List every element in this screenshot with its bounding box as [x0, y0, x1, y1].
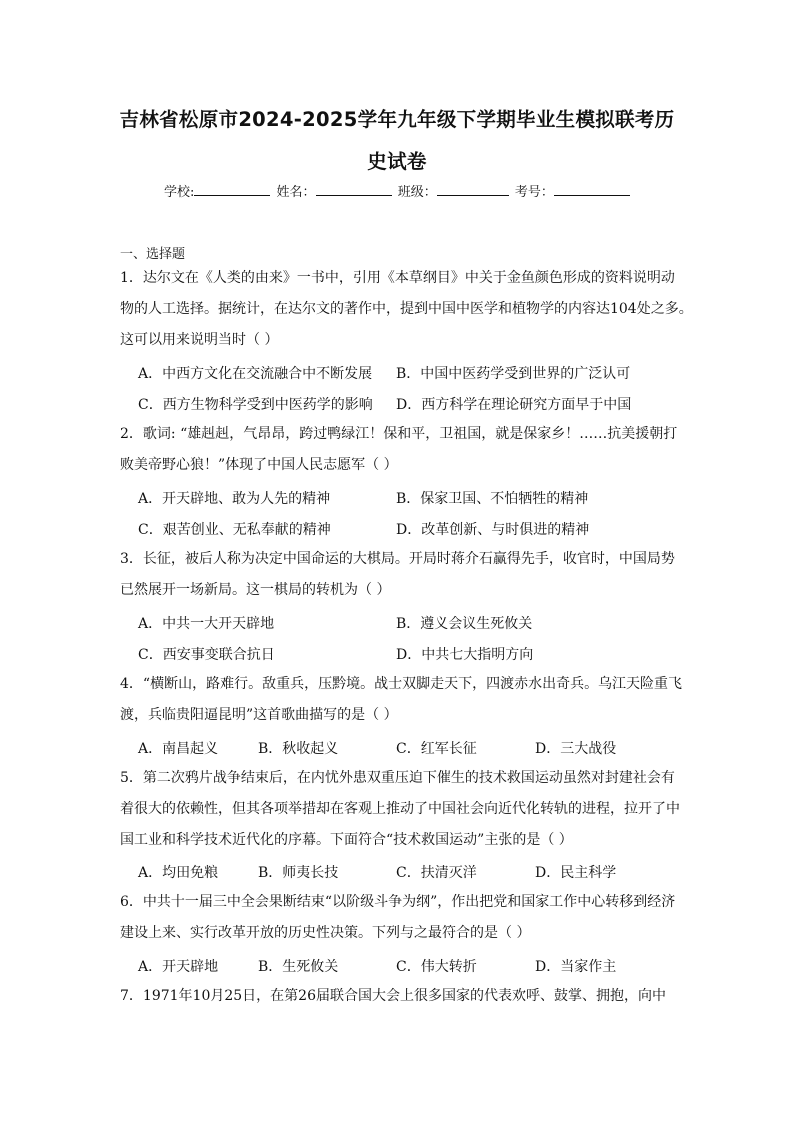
option-b[interactable]: B．师夷长技	[258, 865, 339, 881]
option-b[interactable]: B．中国中医药学受到世界的广泛认可	[396, 366, 631, 382]
option-c[interactable]: C．红军长征	[396, 741, 477, 757]
question-line: 建设上来、实行改革开放的历史性决策。下列与之最符合的是（ ）	[120, 925, 531, 941]
option-c[interactable]: C．艰苦创业、无私奉献的精神	[138, 522, 331, 538]
school-blank[interactable]	[194, 182, 270, 196]
question-line: 已然展开一场新局。这一棋局的转机为（ ）	[120, 582, 391, 598]
school-label: 学校:	[164, 185, 195, 200]
question-1	[120, 263, 693, 356]
question-line: 1．达尔文在《人类的由来》一书中，引用《本草纲目》中关于金鱼颜色形成的资料说明动	[120, 270, 675, 286]
question-line: 6．中共十一届三中全会果断结束“以阶级斗争为纲”，作出把党和国家工作中心转移到经济	[120, 894, 676, 910]
question-line: 着很大的依赖性，但其各项举措却在客观上推动了中国社会向近代化转轨的进程，拉开了中	[120, 801, 680, 817]
class-label: 班级：	[397, 185, 437, 200]
option-a[interactable]: A．开天辟地、敢为人先的精神	[138, 491, 331, 507]
option-b[interactable]: B．遵义会议生死攸关	[396, 616, 533, 632]
question-5	[120, 763, 680, 856]
exam-title-line-2: 史试卷	[367, 150, 427, 173]
question-4	[120, 669, 683, 731]
question-line: 7．1971年10月25日，在第26届联合国大会上很多国家的代表欢呼、鼓掌、拥抱，向中	[120, 988, 666, 1004]
question-7	[120, 981, 680, 1012]
option-a[interactable]: A．开天辟地	[138, 959, 219, 975]
option-b[interactable]: B．生死攸关	[258, 959, 339, 975]
option-b[interactable]: B．秋收起义	[258, 741, 339, 757]
question-line: 4．“横断山，路难行。敌重兵，压黔境。战士双脚走天下，四渡赤水出奇兵。乌江天险重飞	[120, 676, 683, 692]
question-line: 5．第二次鸦片战争结束后，在内忧外患双重压迫下催生的技术救国运动虽然对封建社会有	[120, 770, 675, 786]
exam-title-line-1: 吉林省松原市2024-2025学年九年级下学期毕业生模拟联考历	[119, 108, 675, 131]
option-d[interactable]: D．改革创新、与时俱进的精神	[396, 522, 590, 538]
option-a[interactable]: A．中西方文化在交流融合中不断发展	[138, 366, 373, 382]
question-line: 3．长征，被后人称为决定中国命运的大棋局。开局时蒋介石赢得先手，收官时，中国局势	[120, 551, 675, 567]
option-a[interactable]: A．中共一大开天辟地	[138, 616, 275, 632]
question-line: 败美帝野心狼！”体现了中国人民志愿军（ ）	[120, 457, 398, 473]
question-line: 2．歌词: “雄赳赳，气昂昂，跨过鸭绿江！保和平，卫祖国，就是保家乡！……抗美援朝打	[120, 426, 678, 442]
number-label: 考号：	[514, 185, 554, 200]
question-3	[120, 544, 680, 606]
option-d[interactable]: D．民主科学	[535, 865, 617, 881]
student-info-row	[164, 181, 632, 200]
option-d[interactable]: D．当家作主	[535, 959, 617, 975]
number-blank[interactable]	[554, 182, 630, 196]
option-c[interactable]: C．伟大转折	[396, 959, 477, 975]
class-blank[interactable]	[437, 182, 509, 196]
option-a[interactable]: A．均田免粮	[138, 865, 219, 881]
option-c[interactable]: C．西方生物科学受到中医药学的影响	[138, 397, 373, 413]
option-a[interactable]: A．南昌起义	[138, 741, 219, 757]
name-blank[interactable]	[316, 182, 392, 196]
option-d[interactable]: D．中共七大指明方向	[396, 647, 534, 663]
question-line: 国工业和科学技术近代化的序幕。下面符合“技术救国运动”主张的是（ ）	[120, 832, 573, 848]
question-line: 物的人工选择。据统计，在达尔文的著作中，提到中国中医学和植物学的内容达104处之多。	[120, 301, 693, 317]
question-line: 这可以用来说明当时（ ）	[120, 332, 279, 348]
question-6	[120, 887, 680, 949]
option-d[interactable]: D．三大战役	[535, 741, 617, 757]
section-heading: 一、选择题	[120, 247, 186, 262]
question-line: 渡，兵临贵阳逼昆明”这首歌曲描写的是（ ）	[120, 707, 398, 723]
option-d[interactable]: D．西方科学在理论研究方面早于中国	[396, 397, 632, 413]
name-label: 姓名：	[276, 185, 316, 200]
option-c[interactable]: C．西安事变联合抗日	[138, 647, 275, 663]
option-b[interactable]: B．保家卫国、不怕牺牲的精神	[396, 491, 589, 507]
option-c[interactable]: C．扶清灭洋	[396, 865, 477, 881]
question-2	[120, 419, 680, 481]
